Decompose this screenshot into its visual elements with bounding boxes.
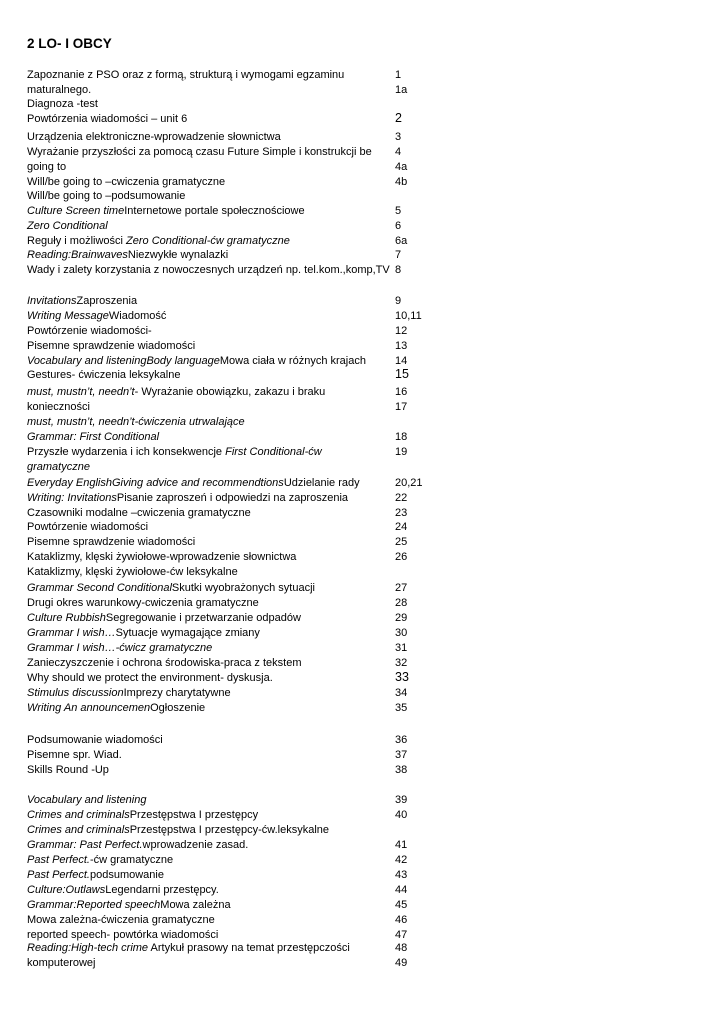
lesson-number: 32 [395,657,408,669]
lesson-text-segment: Mowa zależna-ćwiczenia gramatyczne [27,914,215,926]
lesson-row [27,748,447,762]
lesson-number: 28 [395,597,408,609]
lesson-number: 5 [395,205,402,217]
lesson-row [27,324,447,338]
lesson-number: 1a [395,84,408,96]
lesson-text-segment: going to [27,161,67,173]
lesson-text-segment: Pisemne sprawdzenie wiadomości [27,536,196,548]
lesson-text-segment: must, mustn’t, needn’t-ćwiczenia utrwalające [27,416,245,428]
lesson-row [27,175,447,189]
lesson-number: 1 [395,69,402,81]
lesson-number: 26 [395,551,408,563]
lesson-text-segment: Everyday EnglishGiving advice and recommendtions [27,477,284,489]
lesson-number: 20,21 [395,477,423,489]
lesson-number: 14 [395,355,408,367]
lesson-text-segment: Grammar I wish…-ćwicz gramatyczne [27,642,213,654]
lesson-text-segment: Reguły i możliwości [27,235,127,247]
lesson-row [27,611,447,625]
lesson-text-segment: Zanieczyszczenie i ochrona środowiska-praca z tekstem [27,657,302,669]
lesson-text-segment: must, mustn’t, needn’t [27,386,135,398]
lesson-row [27,68,447,82]
lesson-number: 36 [395,734,408,746]
lesson-text-segment: Crimes and criminals [27,824,130,836]
lesson-text-segment: Sytuacje wymagające zmiany [115,627,260,639]
lesson-row [27,309,447,323]
lesson-text-segment: Pisanie zaproszeń i odpowiedzi na zaproszenia [116,492,349,504]
lesson-text-segment: reported speech- powtórka wiadomości [27,929,219,941]
lesson-text-segment: Past Perfect. [27,869,90,881]
lesson-text-segment: konieczności [27,401,90,413]
lesson-text-segment: Pisemne spr. Wiad. [27,749,122,761]
lesson-number: 3 [395,131,402,143]
lesson-row [27,868,447,882]
lesson-number: 4 [395,146,402,158]
lesson-number: 22 [395,492,408,504]
lesson-text-segment: Writing: Invitations [27,492,117,504]
lesson-row [27,204,447,218]
lesson-row [27,550,447,564]
lesson-text-segment: Zero Conditional-ćw gramatyczne [126,235,290,247]
lesson-row [27,581,447,595]
lesson-text-segment: Skills Round -Up [27,764,109,776]
lesson-row [27,130,447,144]
lesson-text-segment: Skutki wyobrażonych sytuacji [171,582,315,594]
lesson-text-segment: Zaproszenia [76,295,138,307]
lesson-row [27,656,447,670]
lesson-row [27,385,447,399]
lesson-row [27,476,447,490]
lesson-row [27,808,447,822]
lesson-text-segment: Powtórzenie wiadomości [27,521,149,533]
lesson-number: 7 [395,249,402,261]
lesson-number: 37 [395,749,408,761]
lesson-text-segment: Stimulus discussion [27,687,124,699]
lesson-row [27,234,447,248]
lesson-row [27,354,447,368]
lesson-text-segment: Grammar I wish… [27,627,116,639]
lesson-row [27,219,447,233]
lesson-number: 39 [395,794,408,806]
lesson-number: 48 [395,942,408,954]
lesson-text-segment: Powtórzenia wiadomości – unit 6 [27,113,188,125]
lesson-text-segment: Vocabulary and listeningBody language [27,355,220,367]
lesson-text-segment: Culture:Outlaws [27,884,106,896]
lesson-row [27,928,447,942]
lesson-text-segment: Zapoznanie z PSO oraz z formą, strukturą i wymogami egzaminu [27,69,345,81]
lesson-row [27,263,447,277]
lesson-number: 47 [395,929,408,941]
lesson-text-segment: wprowadzenie zasad. [142,839,249,851]
lesson-text-segment: - Wyrażanie obowiązku, zakazu i braku [134,386,326,398]
lesson-number: 34 [395,687,408,699]
lesson-row [27,671,447,685]
lesson-text-segment: Grammar:Reported speech [27,899,161,911]
lesson-text-segment: Reading:High-tech crime [27,942,149,954]
lesson-text-segment: Grammar Second Conditional [27,582,172,594]
lesson-text-segment: Crimes and criminals [27,809,130,821]
lesson-text-segment: Niezwykłe wynalazki [127,249,229,261]
lesson-text-segment: Reading:Brainwaves [27,249,128,261]
lesson-text-segment: Przyszłe wydarzenia i ich konsekwencje [27,446,226,458]
lesson-row [27,491,447,505]
lesson-number: 15 [395,367,409,381]
lesson-text-segment: Urządzenia elektroniczne-wprowadzenie słownictwa [27,131,281,143]
lesson-text-segment: -ćw gramatyczne [89,854,174,866]
lesson-text-segment: Will/be going to –cwiczenia gramatyczne [27,176,226,188]
lesson-text-segment: Mowa zależna [160,899,231,911]
lesson-number: 41 [395,839,408,851]
lesson-row [27,415,447,429]
lesson-row [27,339,447,353]
lesson-number: 44 [395,884,408,896]
lesson-text-segment: Segregowanie i przetwarzanie odpadów [105,612,301,624]
lesson-row [27,956,447,970]
lesson-row [27,701,447,715]
lesson-number: 18 [395,431,408,443]
lesson-row [27,506,447,520]
lesson-row [27,160,447,174]
lesson-row [27,853,447,867]
lesson-text-segment: Pisemne sprawdzenie wiadomości [27,340,196,352]
lesson-row [27,189,447,203]
lesson-row [27,520,447,534]
lesson-number: 4a [395,161,408,173]
lesson-number: 46 [395,914,408,926]
lesson-row [27,445,447,459]
lesson-text-segment: Diagnoza -test [27,98,98,110]
lesson-row [27,913,447,927]
lesson-text-segment: Mowa ciała w różnych krajach [219,355,366,367]
lesson-row [27,941,447,955]
lesson-row [27,763,447,777]
lesson-number: 6a [395,235,408,247]
lesson-row [27,733,447,747]
lesson-number: 38 [395,764,408,776]
lesson-text-segment: Udzielanie rady [283,477,360,489]
lesson-text-segment: Grammar: Past Perfect. [27,839,143,851]
lesson-number: 17 [395,401,408,413]
lesson-number: 25 [395,536,408,548]
lesson-row [27,294,447,308]
lesson-row [27,368,447,382]
lesson-text-segment: Culture Screen time [27,205,125,217]
lesson-number: 8 [395,264,402,276]
lesson-text-segment: Wady i zalety korzystania z nowoczesnych urządzeń np. tel.kom.,komp,TV [27,264,390,276]
lesson-row [27,430,447,444]
lesson-text-segment: First Conditional-ćw [225,446,322,458]
lesson-text-segment: podsumowanie [89,869,164,881]
lesson-number: 6 [395,220,402,232]
lesson-text-segment: Culture Rubbish [27,612,106,624]
lesson-number: 23 [395,507,408,519]
lesson-text-segment: Artykuł prasowy na temat przestępczości [148,942,350,954]
lesson-text-segment: Invitations [27,295,77,307]
lesson-row [27,400,447,414]
lesson-text-segment: Writing An announcemen [27,702,151,714]
lesson-row [27,596,447,610]
lesson-text-segment: Grammar: First Conditional [27,431,160,443]
lesson-row [27,883,447,897]
lesson-text-segment: Wyrażanie przyszłości za pomocą czasu Future Simple i konstrukcji be [27,146,372,158]
lesson-text-segment: Legendarni przestępcy. [105,884,219,896]
lesson-row [27,460,447,474]
lesson-row [27,898,447,912]
lesson-number: 13 [395,340,408,352]
lesson-text-segment: Drugi okres warunkowy-cwiczenia gramatyczne [27,597,259,609]
lesson-text-segment: Gestures- ćwiczenia leksykalne [27,369,181,381]
lesson-number: 30 [395,627,408,639]
lesson-text-segment: Past Perfect. [27,854,90,866]
lesson-row [27,686,447,700]
lesson-row [27,97,447,111]
page-title: 2 LO- I OBCY [27,36,112,51]
lesson-text-segment: maturalnego. [27,84,92,96]
lesson-text-segment: Zero Conditional [27,220,108,232]
lesson-row [27,641,447,655]
lesson-row [27,838,447,852]
lesson-number: 27 [395,582,408,594]
lesson-text-segment: komputerowej [27,957,96,969]
lesson-row [27,145,447,159]
lesson-number: 40 [395,809,408,821]
lesson-text-segment: Imprezy charytatywne [123,687,231,699]
lesson-number: 19 [395,446,408,458]
lesson-text-segment: Ogłoszenie [150,702,206,714]
lesson-number: 42 [395,854,408,866]
lesson-text-segment: gramatyczne [27,461,90,473]
lesson-number: 9 [395,295,402,307]
lesson-text-segment: Kataklizmy, klęski żywiołowe-ćw leksykalne [27,566,238,578]
lesson-number: 33 [395,670,409,684]
lesson-number: 49 [395,957,408,969]
lesson-number: 12 [395,325,408,337]
lesson-text-segment: Vocabulary and listening [27,794,147,806]
lesson-row [27,565,447,579]
lesson-row [27,535,447,549]
lesson-number: 2 [395,111,402,125]
lesson-text-segment: Why should we protect the environment- dyskusja. [27,672,273,684]
lesson-number: 45 [395,899,408,911]
lesson-text-segment: Podsumowanie wiadomości [27,734,163,746]
lesson-text-segment: Przestępstwa I przestępcy-ćw.leksykalne [129,824,330,836]
lesson-row [27,823,447,837]
lesson-number: 29 [395,612,408,624]
lesson-text-segment: Kataklizmy, klęski żywiołowe-wprowadzenie słownictwa [27,551,297,563]
lesson-row [27,112,447,126]
lesson-text-segment: Internetowe portale społecznościowe [124,205,305,217]
lesson-number: 31 [395,642,408,654]
lesson-number: 24 [395,521,408,533]
lesson-number: 10,11 [395,310,422,322]
lesson-number: 35 [395,702,408,714]
lesson-text-segment: Czasowniki modalne –cwiczenia gramatyczne [27,507,251,519]
lesson-text-segment: Writing Message [27,310,109,322]
lesson-row [27,248,447,262]
lesson-row [27,793,447,807]
lesson-text-segment: Wiadomość [108,310,167,322]
lesson-number: 16 [395,386,408,398]
lesson-text-segment: Will/be going to –podsumowanie [27,190,186,202]
lesson-number: 4b [395,176,408,188]
lesson-row [27,83,447,97]
lesson-row [27,626,447,640]
lesson-text-segment: Powtórzenie wiadomości- [27,325,152,337]
lesson-number: 43 [395,869,408,881]
lesson-text-segment: Przestępstwa I przestępcy [129,809,259,821]
